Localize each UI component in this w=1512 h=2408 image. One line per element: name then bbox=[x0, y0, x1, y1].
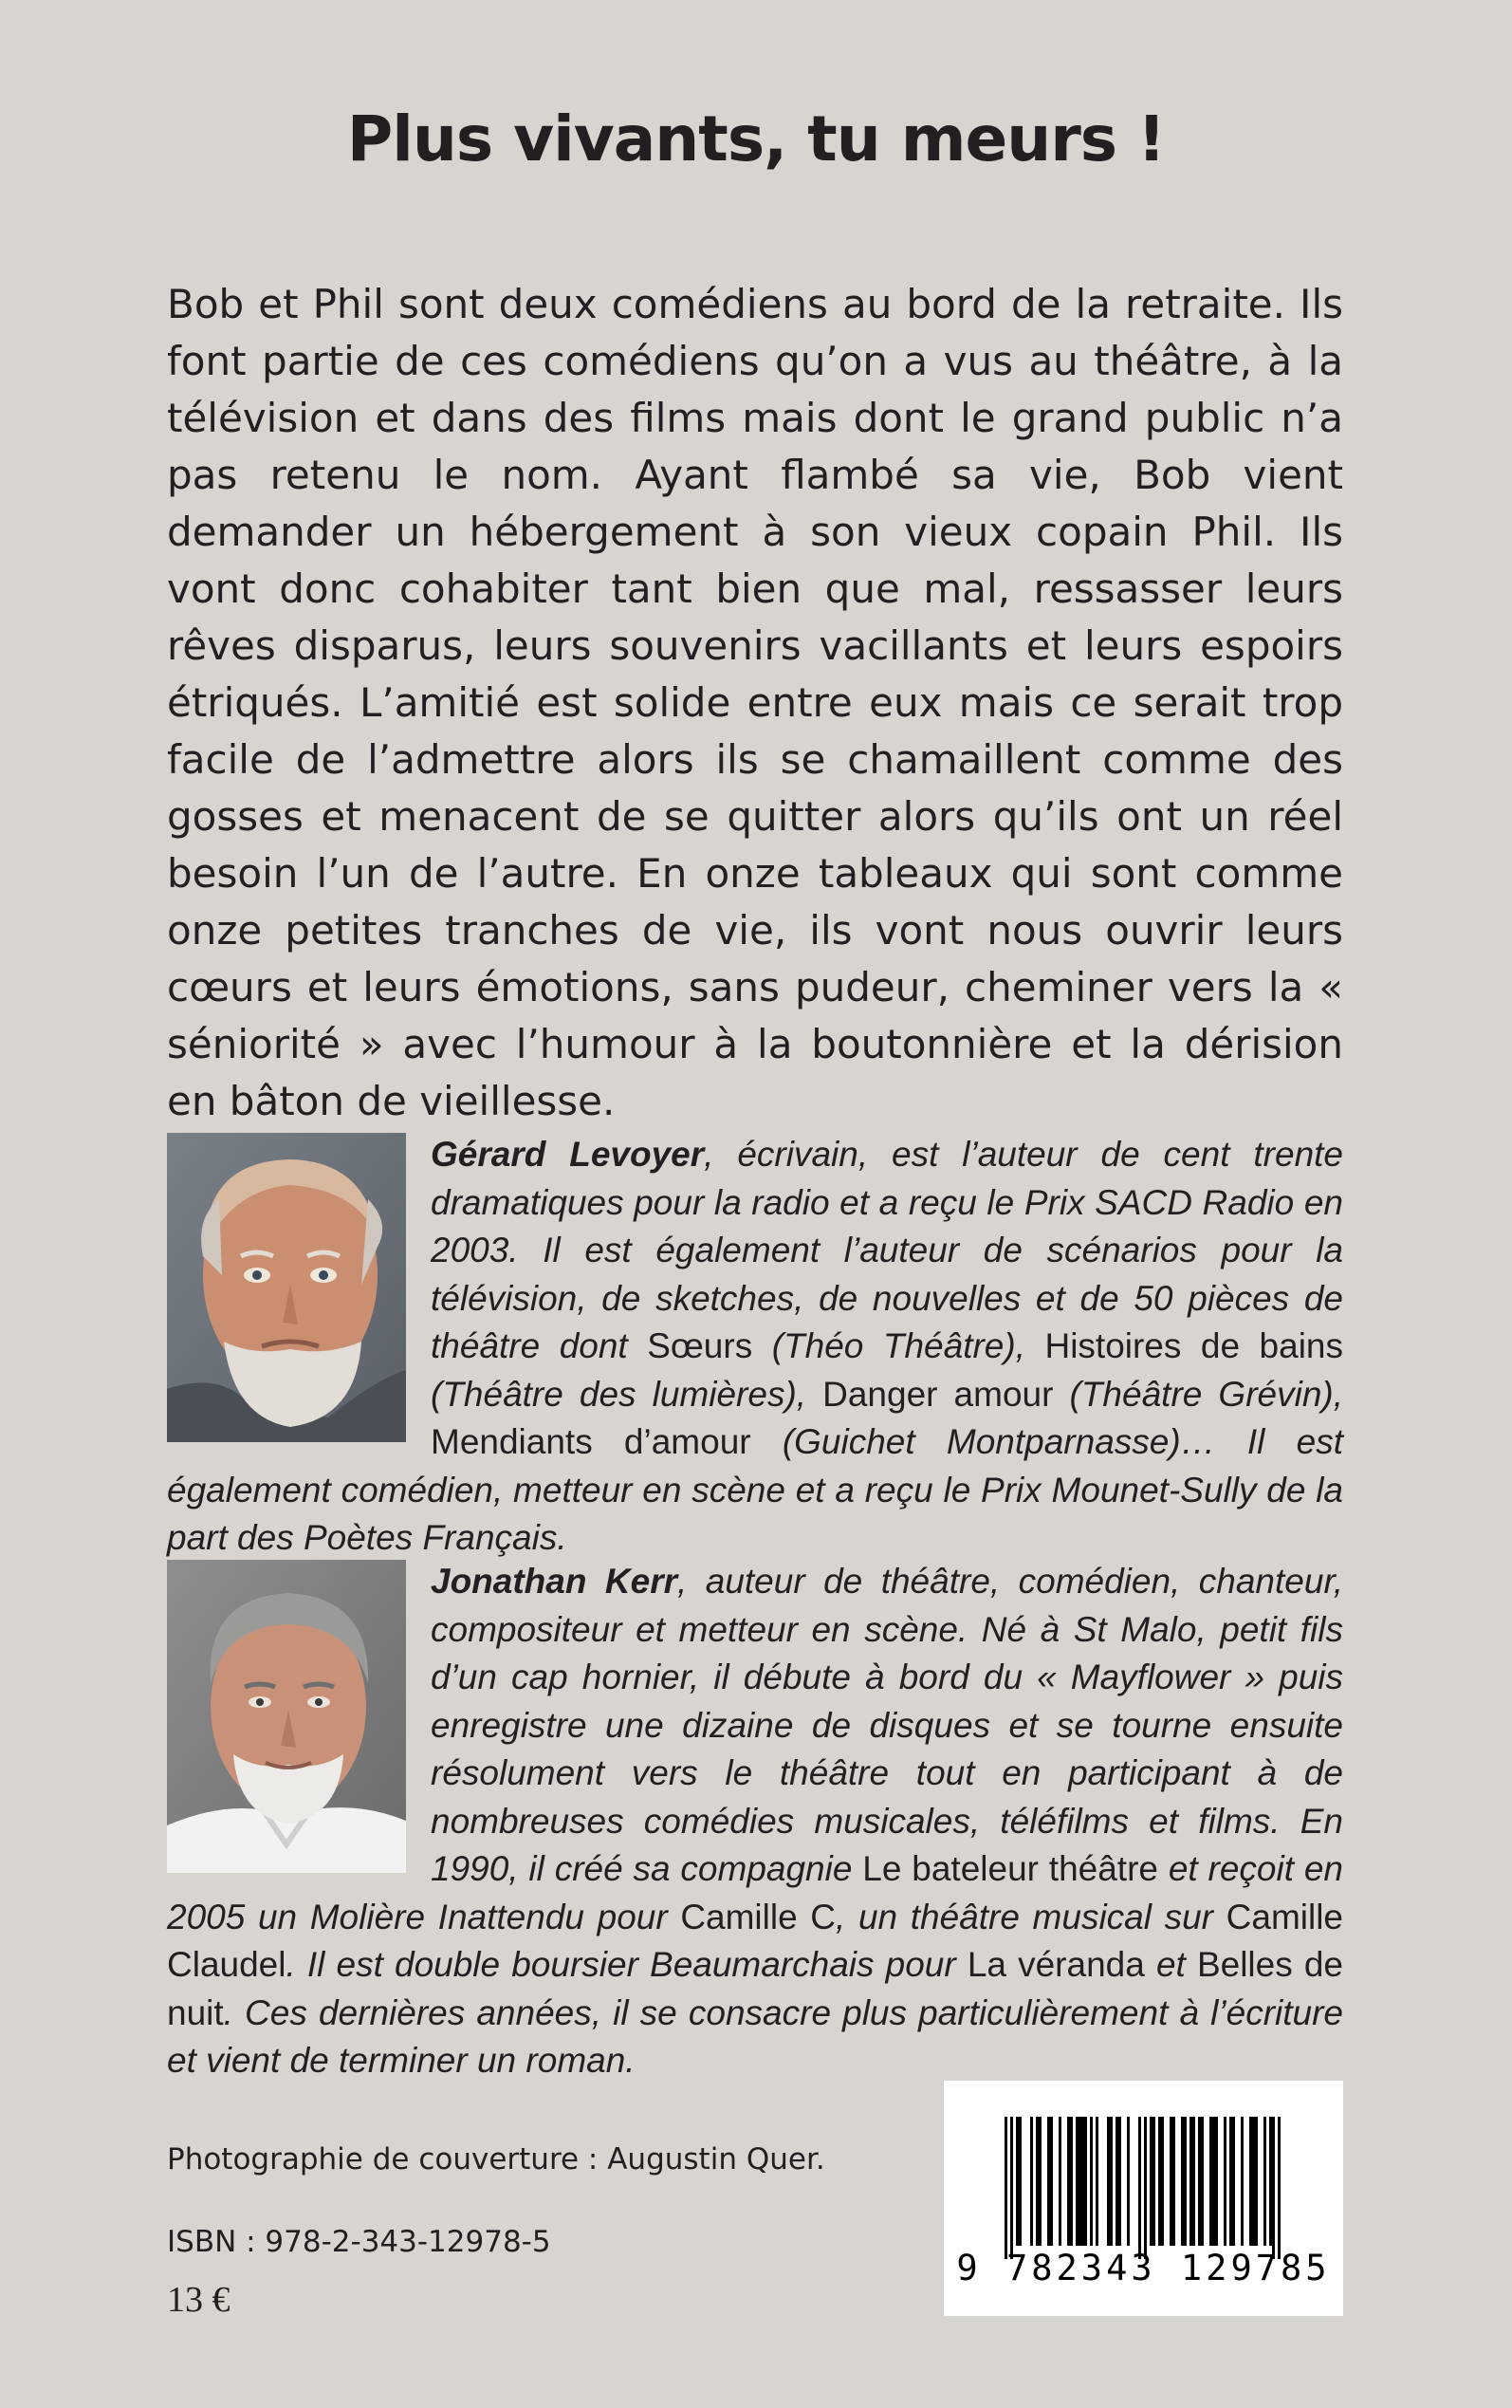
barcode-number: 9 782343 129785 bbox=[956, 2248, 1331, 2288]
barcode-bar bbox=[1215, 2117, 1218, 2246]
barcode-bar bbox=[1181, 2117, 1184, 2246]
barcode-bar bbox=[1272, 2117, 1275, 2259]
barcode-bar bbox=[1096, 2117, 1098, 2246]
barcode-bar bbox=[1107, 2117, 1110, 2246]
barcode-bar bbox=[1010, 2117, 1013, 2259]
barcode-bar bbox=[1150, 2117, 1152, 2246]
barcode-bar bbox=[1127, 2117, 1130, 2246]
barcode-bar bbox=[1005, 2117, 1007, 2259]
barcode-bar bbox=[1047, 2117, 1050, 2246]
barcode-bar bbox=[1158, 2117, 1161, 2246]
barcode bbox=[944, 2081, 1343, 2316]
author-photo-gerard-levoyer bbox=[167, 1133, 406, 1442]
work-title: La véranda bbox=[967, 1945, 1145, 1984]
barcode-bar bbox=[1252, 2117, 1255, 2246]
barcode-bar bbox=[1161, 2117, 1164, 2246]
barcode-bar bbox=[1118, 2117, 1121, 2246]
author-bio-jonathan-kerr: Jonathan Kerr, auteur de théâtre, comédien, chanteur, compositeur et metteur en scène. Né à St Malo, petit fils d’un cap hornier, il débute à bord du « Mayflower » puis enregistre une dizaine de disques et se tourne ensuite résolument vers le théâtre tout en participant à de nombreuses comédies musicales, téléfilms et films. En 1990, il créé sa compagnie Le bateleur théâtre et reçoit en 2005 un Molière Inattendu pour Camille C, un théâtre musical sur Camille Claudel. Il est double boursier Beaumarchais pour La véranda et Belles de nuit. Ces dernières années, il se consacre plus particulièrement à l’écriture et vient de terminer un roman. bbox=[167, 1562, 1344, 2080]
barcode-bar bbox=[1209, 2117, 1212, 2246]
barcode-bar bbox=[1081, 2117, 1084, 2246]
synopsis-paragraph: Bob et Phil sont deux comédiens au bord de la retraite. Ils font partie de ces comédiens qu’on a vus au théâtre, à la télévision et dans des films mais dont le grand public n’a pas retenu le nom. Ayant flambé sa vie, Bob vient demander un hébergement à son vieux copain Phil. Ils vont donc cohabiter tant bien que mal, ressasser leurs rêves disparus, leurs souvenirs vacillants et leurs espoirs étriqués. L’amitié est solide entre eux mais ce serait trop facile de l’admettre alors ils se chamaillent comme des gosses et menacent de se quitter alors qu’ils ont un réel besoin l’un de l’autre. En onze tableaux qui sont comme onze petites tranches de vie, ils vont nous ouvrir leurs cœurs et leurs émotions, sans pudeur, cheminer vers la « séniorité » avec l’humour à la boutonnière et la dérision en bâton de vieillesse. bbox=[167, 281, 1343, 1124]
barcode-bar bbox=[1224, 2117, 1226, 2246]
barcode-bar bbox=[1249, 2117, 1252, 2246]
work-title: Mendiants d’amour bbox=[431, 1422, 751, 1461]
author-photo-jonathan-kerr bbox=[167, 1560, 406, 1873]
barcode-bar bbox=[1152, 2117, 1155, 2246]
barcode-bar bbox=[1170, 2117, 1172, 2246]
barcode-bar bbox=[1189, 2117, 1192, 2246]
work-title: Danger amour bbox=[822, 1374, 1054, 1414]
barcode-bar bbox=[1050, 2117, 1053, 2246]
barcode-bar bbox=[1241, 2117, 1244, 2246]
barcode-bar bbox=[1070, 2117, 1073, 2246]
barcode-bar bbox=[1232, 2117, 1235, 2246]
isbn: ISBN : 978-2-343-12978-5 bbox=[167, 2225, 551, 2259]
barcode-bar bbox=[1019, 2117, 1022, 2246]
barcode-bar bbox=[1192, 2117, 1195, 2246]
work-title: Sœurs bbox=[647, 1326, 753, 1365]
barcode-bar bbox=[1016, 2117, 1019, 2246]
barcode-bar bbox=[1172, 2117, 1175, 2246]
book-title: Plus vivants, tu meurs ! bbox=[346, 102, 1166, 176]
barcode-bar bbox=[1084, 2117, 1087, 2246]
author-name: Jonathan Kerr bbox=[431, 1562, 678, 1601]
work-title: Camille C bbox=[680, 1897, 837, 1936]
work-title: Le bateleur théâtre bbox=[862, 1849, 1158, 1888]
work-title: Histoires de bains bbox=[1044, 1326, 1343, 1365]
barcode-bar bbox=[1212, 2117, 1215, 2246]
photo-credit: Photographie de couverture : Augustin Quer. bbox=[167, 2142, 825, 2176]
work-title: Camille Claudel bbox=[167, 1897, 1344, 1984]
author-name: Gérard Levoyer bbox=[431, 1135, 705, 1174]
author-bio-gerard-levoyer: Gérard Levoyer, écrivain, est l’auteur de cent trente dramatiques pour la radio et a reçu le Prix SACD Radio en 2003. Il est également l’auteur de scénarios pour la télévision, de sketches, de nouvelles et de 50 pièces de théâtre dont Sœurs (Théo Théâtre), Histoires de bains (Théâtre des lumières), Danger amour (Théâtre Grévin), Mendiants d’amour (Guichet Montparnasse)… Il est également comédien, metteur en scène et a reçu le Prix Mounet-Sully de la part des Poètes Français. bbox=[167, 1135, 1343, 1557]
barcode-bar bbox=[1076, 2117, 1079, 2246]
barcode-bar bbox=[1278, 2117, 1281, 2259]
barcode-bar bbox=[1263, 2117, 1266, 2246]
barcode-bar bbox=[1036, 2117, 1039, 2246]
barcode-bar bbox=[1039, 2117, 1042, 2246]
barcode-bar bbox=[1030, 2117, 1033, 2246]
barcode-bar bbox=[1198, 2117, 1201, 2246]
barcode-bar bbox=[1079, 2117, 1081, 2246]
barcode-bar bbox=[1138, 2117, 1141, 2259]
barcode-bar bbox=[1184, 2117, 1187, 2246]
barcode-bar bbox=[1229, 2117, 1232, 2246]
barcode-bar bbox=[1255, 2117, 1258, 2246]
work-title: Belles de nuit bbox=[167, 1945, 1343, 2032]
barcode-bar bbox=[1090, 2117, 1093, 2246]
barcode-bar bbox=[1201, 2117, 1204, 2246]
barcode-bar bbox=[1144, 2117, 1147, 2259]
barcode-bar bbox=[1059, 2117, 1061, 2246]
barcode-bar bbox=[1269, 2117, 1272, 2246]
barcode-bar bbox=[1110, 2117, 1113, 2246]
price: 13 € bbox=[167, 2280, 230, 2320]
barcode-bar bbox=[1116, 2117, 1118, 2246]
barcode-bar bbox=[1067, 2117, 1070, 2246]
